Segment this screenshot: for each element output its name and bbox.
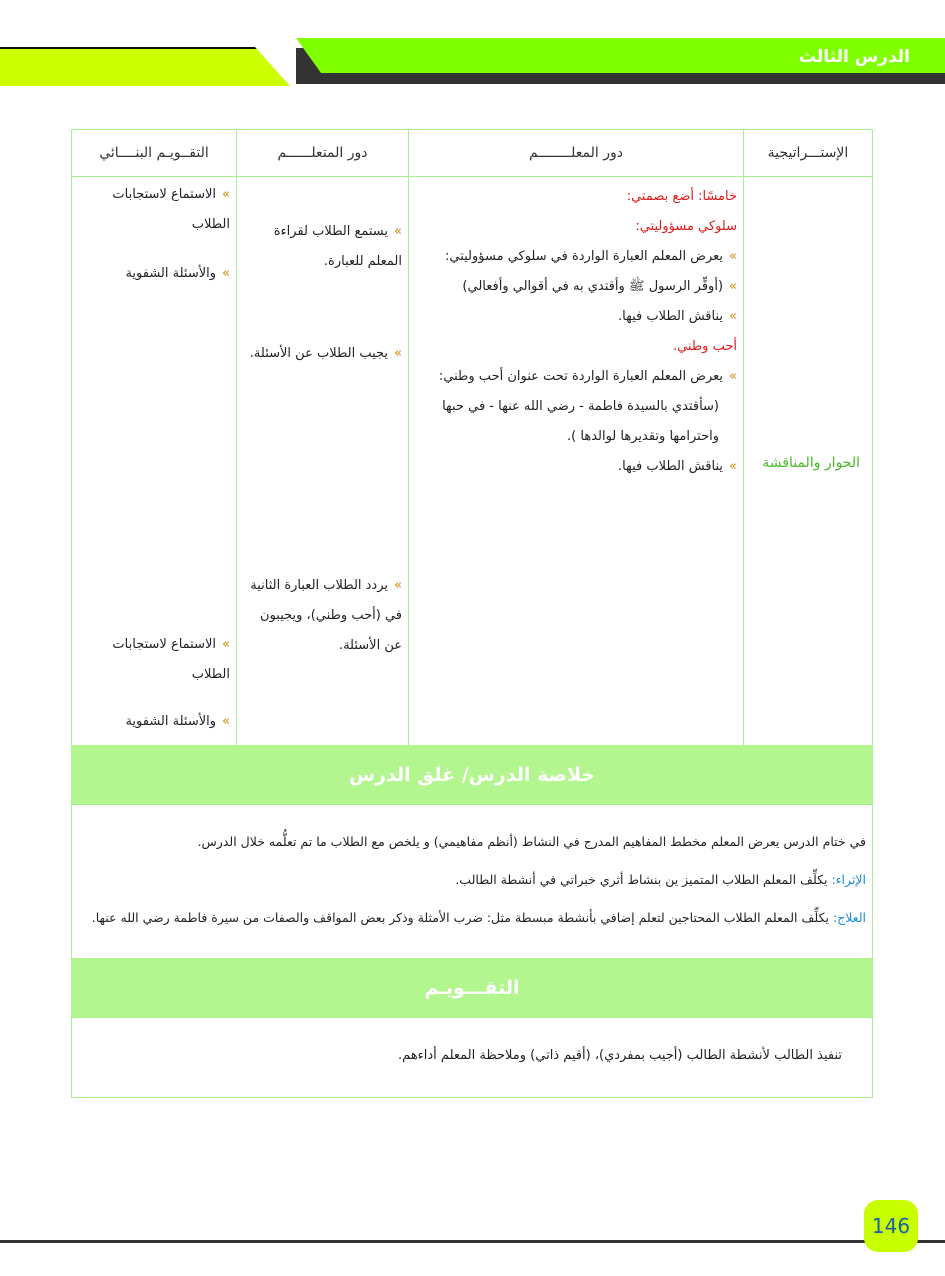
strategy-text: الحوار والمناقشة xyxy=(762,455,860,471)
list-item: »يناقش الطلاب فيها. xyxy=(618,459,737,474)
page-number-badge xyxy=(864,1200,918,1252)
student-cell xyxy=(236,176,409,746)
summary-box xyxy=(71,804,873,959)
student-item-1: »يستمع الطلاب لقراءة المعلم للعبارة. xyxy=(273,224,402,269)
student-item-3: »يردد الطلاب العبارة الثانية في (أحب وطني)، ويجيبون عن الأسئلة. xyxy=(250,578,402,653)
list-item: »يناقش الطلاب فيها. xyxy=(618,309,737,324)
summary-title: خلاصة الدرس/ غلق الدرس xyxy=(71,745,873,805)
heading-love-homeland: أحب وطني. xyxy=(672,339,737,354)
summary-text: في ختام الدرس يعرض المعلم مخطط المفاهيم المدرج في النشاط (أنظم مفاهيمي) و يلخص مع الطلاب ما تم تعلُّمه خلال الدرس. xyxy=(197,834,866,849)
list-item: »(أوقِّر الرسول ﷺ وأقتدي به في أقوالي وأفعالي) xyxy=(462,279,737,294)
evaluation-box xyxy=(71,1017,873,1098)
page-number: 146 xyxy=(871,1214,911,1238)
evaluation-title: التقـــويـم xyxy=(71,958,873,1018)
evaluation-cell xyxy=(71,176,237,746)
enrichment: الإثراء: يكلِّف المعلم الطلاب المتميز ين بنشاط أثري خبراتي في أنشطة الطالب. xyxy=(455,872,866,887)
teacher-cell xyxy=(408,176,744,746)
remedy: العلاج: يكلِّف المعلم الطلاب المحتاجين لتعلم إضافي بأنشطة مبسطة مثل: ضرب الأمثلة وذكر بعض المواقف والصفات من سيرة فاطمة رضي الله عنها. xyxy=(91,910,866,925)
header-left-bar xyxy=(0,47,290,86)
summary-content xyxy=(78,823,866,937)
student-item-2: »يجيب الطلاب عن الأسئلة. xyxy=(249,346,402,361)
eval-item-1: »الاستماع لاستجابات الطلاب xyxy=(112,187,230,232)
lesson-title: الدرس الثالث xyxy=(798,47,910,67)
list-item: »يعرض المعلم العبارة الواردة في سلوكي مسؤوليتي: xyxy=(444,249,737,264)
col-teacher-role: دور المعلــــــــم xyxy=(408,129,744,177)
col-evaluation: التقــويـم البنــــائي xyxy=(71,129,237,177)
eval-item-3: »الاستماع لاستجابات الطلاب xyxy=(112,637,230,682)
list-item: »يعرض المعلم العبارة الواردة تحت عنوان أحب وطني: xyxy=(438,369,737,384)
teacher-content xyxy=(415,182,737,482)
heading-fifth: خامسًا: أضع بصمتي: xyxy=(626,189,737,204)
quote: (سأقتدي بالسيدة فاطمة - رضي الله عنها - في حبها واحترامها وتقديرها لوالدها ). xyxy=(442,399,719,444)
col-student-role: دور المتعلــــــم xyxy=(236,129,409,177)
eval-item-2: »والأسئلة الشفوية xyxy=(125,266,230,281)
eval-item-4: »والأسئلة الشفوية xyxy=(125,714,230,729)
footer-line xyxy=(0,1240,945,1243)
col-strategy: الإستـــراتيجية xyxy=(743,129,873,177)
heading-behavior: سلوكي مسؤوليتي: xyxy=(635,219,737,234)
evaluation-text: تنفيذ الطالب لأنشطة الطالب (أجيب بمفردي)، (أقيم ذاتي) وملاحظة المعلم أداءهم. xyxy=(398,1048,842,1063)
strategy-cell xyxy=(743,176,873,746)
header-shadow-bottom xyxy=(315,73,945,84)
